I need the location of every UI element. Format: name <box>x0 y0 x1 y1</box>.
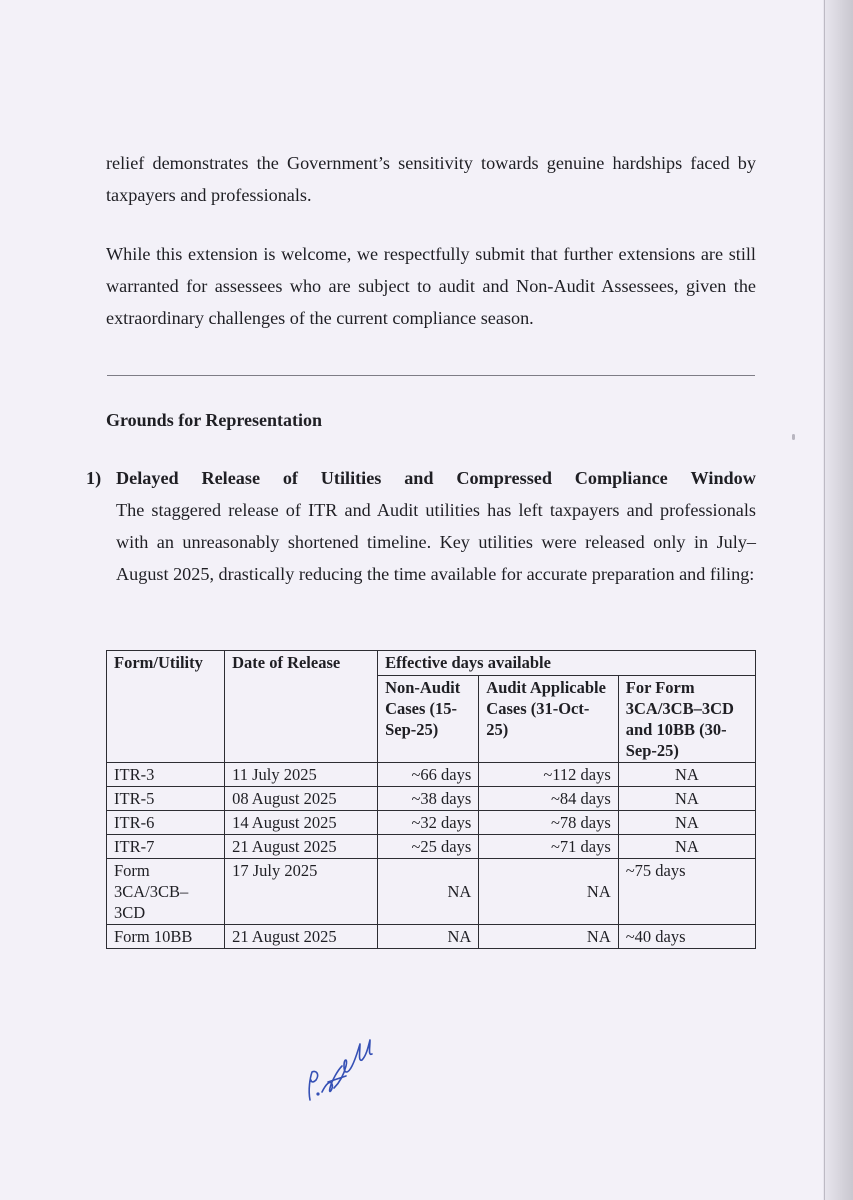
cell-form: ITR-5 <box>107 787 225 811</box>
point-title-word: Compliance <box>574 468 668 488</box>
header-audit-applicable: Audit Applicable Cases (31-Oct-25) <box>479 676 618 763</box>
cell-non-audit: ~25 days <box>378 835 479 859</box>
table-row <box>107 835 756 859</box>
cell-form-3ca: NA <box>618 787 755 811</box>
cell-non-audit: ~32 days <box>378 811 479 835</box>
cell-date: 21 August 2025 <box>225 925 378 949</box>
table-header-row <box>107 651 756 676</box>
header-form-utility: Form/Utility <box>107 651 225 763</box>
cell-form-3ca: NA <box>618 835 755 859</box>
point-title-word: Delayed <box>116 468 179 488</box>
cell-form: ITR-7 <box>107 835 225 859</box>
cell-date: 11 July 2025 <box>225 763 378 787</box>
cell-audit: ~84 days <box>479 787 618 811</box>
section-heading: Grounds for Representation <box>106 410 323 430</box>
point-title-word: Utilities <box>320 468 382 488</box>
point-title-word: Window <box>690 468 756 488</box>
cell-non-audit: NA <box>378 859 479 925</box>
point-title <box>116 462 756 494</box>
paragraph-extension: While this extension is welcome, we respectfully submit that further extensions are still warranted for assessees who are subject to audit and Non-Audit Assessees, given the extraordinary challenges of the current compliance season. <box>106 244 756 328</box>
point-title-word: Release <box>201 468 261 488</box>
horizontal-rule <box>107 375 755 376</box>
point-number: 1) <box>86 468 102 488</box>
point-body: The staggered release of ITR and Audit utilities has left taxpayers and professionals with an unreasonably shortened timeline. Key utilities were released only in July–August 2025, drastically reducing the time available for accurate preparation and filing: <box>116 500 756 584</box>
cell-form-3ca: NA <box>618 763 755 787</box>
cell-date: 21 August 2025 <box>225 835 378 859</box>
header-effective-days: Effective days available <box>378 651 756 676</box>
paragraph-relief: relief demonstrates the Government’s sensitivity towards genuine hardships faced by taxpayers and professionals. <box>106 153 756 205</box>
cell-form: Form 3CA/3CB–3CD <box>107 859 225 925</box>
cell-audit: NA <box>479 859 618 925</box>
table-row <box>107 925 756 949</box>
point-title-word: and <box>404 468 434 488</box>
cell-non-audit: ~66 days <box>378 763 479 787</box>
cell-non-audit: ~38 days <box>378 787 479 811</box>
cell-form-3ca: NA <box>618 811 755 835</box>
handwritten-signature <box>298 1022 388 1112</box>
cell-form: Form 10BB <box>107 925 225 949</box>
utility-release-table <box>106 650 756 949</box>
cell-non-audit: NA <box>378 925 479 949</box>
page-edge <box>823 0 853 1200</box>
cell-form: ITR-6 <box>107 811 225 835</box>
cell-date: 08 August 2025 <box>225 787 378 811</box>
cell-audit: ~78 days <box>479 811 618 835</box>
point-title-word: of <box>282 468 298 488</box>
table-row <box>107 811 756 835</box>
header-form-3ca: For Form 3CA/3CB–3CD and 10BB (30-Sep-25) <box>618 676 755 763</box>
paper-smudge <box>792 434 795 440</box>
header-non-audit: Non-Audit Cases (15-Sep-25) <box>378 676 479 763</box>
cell-audit: ~112 days <box>479 763 618 787</box>
table-row <box>107 859 756 925</box>
cell-form: ITR-3 <box>107 763 225 787</box>
header-date-of-release: Date of Release <box>225 651 378 763</box>
cell-form-3ca: ~40 days <box>618 925 755 949</box>
cell-date: 14 August 2025 <box>225 811 378 835</box>
cell-audit: ~71 days <box>479 835 618 859</box>
table-row <box>107 787 756 811</box>
page-edge-line <box>824 0 825 1200</box>
cell-date: 17 July 2025 <box>225 859 378 925</box>
table-row <box>107 763 756 787</box>
point-title-word: Compressed <box>456 468 552 488</box>
cell-form-3ca: ~75 days <box>618 859 755 925</box>
cell-audit: NA <box>479 925 618 949</box>
